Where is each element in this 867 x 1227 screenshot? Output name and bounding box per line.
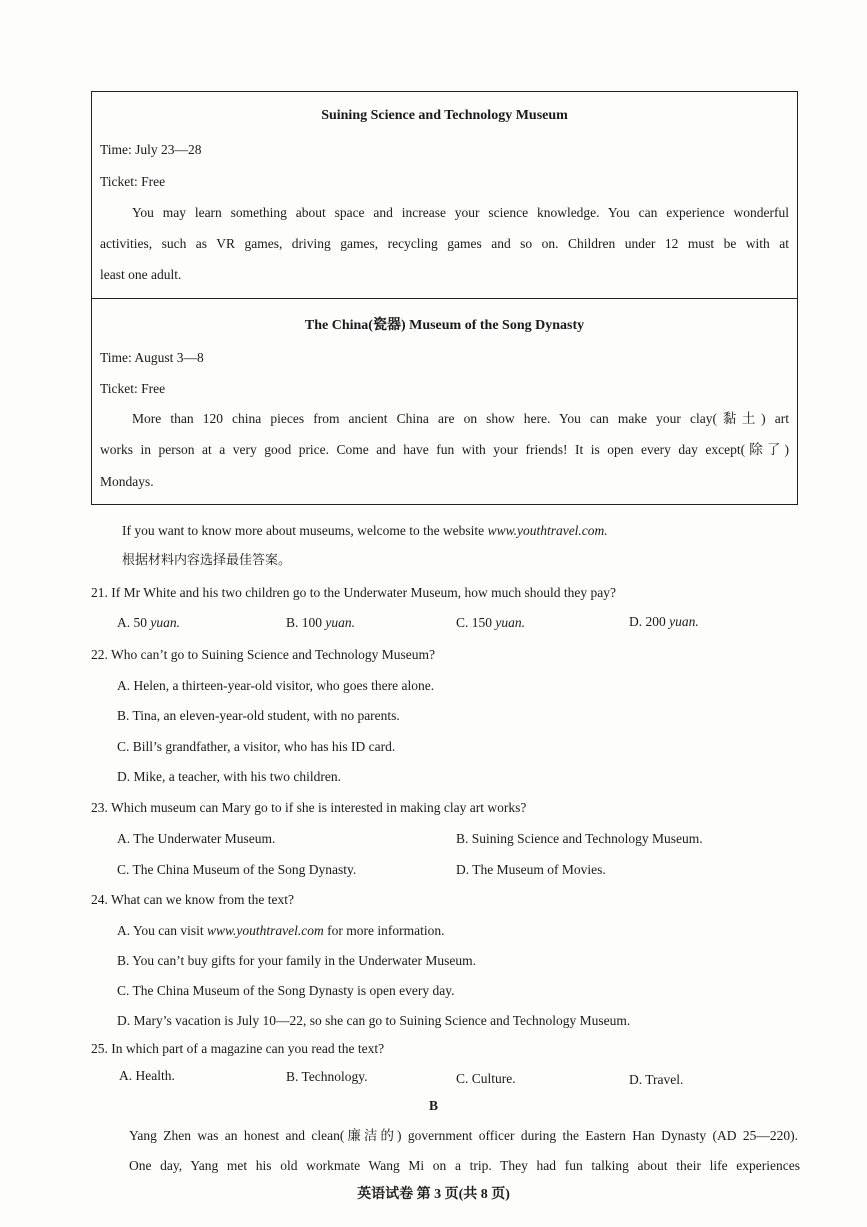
museum-desc-line: Mondays. [100, 474, 154, 489]
option-21b: B. 100 yuan. [286, 615, 356, 630]
option-22d: D. Mike, a teacher, with his two children. [117, 769, 342, 784]
website-note-text: If you want to know more about museums, welcome to the website [122, 523, 488, 538]
option-23b: B. Suining Science and Technology Museum. [456, 831, 703, 846]
museum-time: Time: August 3—8 [100, 350, 204, 365]
museum-ticket: Ticket: Free [100, 381, 166, 396]
museum-title: Suining Science and Technology Museum [321, 108, 568, 123]
museum-box-china [91, 298, 798, 505]
museum-desc-line: works in person at a very good price. Come and have fun with your friends! It is open every day except(除了) [100, 442, 789, 457]
option-24b: B. You can’t buy gifts for your family in the Underwater Museum. [117, 953, 476, 968]
website-link[interactable]: www.youthtravel.com. [487, 523, 608, 538]
option-22a: A. Helen, a thirteen-year-old visitor, who goes there alone. [117, 678, 435, 693]
museum-desc-line: More than 120 china pieces from ancient China are on show here. You can make your clay(黏土) art [132, 411, 789, 426]
option-21d: D. 200 yuan. [629, 614, 699, 629]
option-25b: B. Technology. [286, 1069, 368, 1084]
museum-desc-line: You may learn something about space and increase your science knowledge. You can experience wonderful [132, 205, 789, 220]
option-25d: D. Travel. [629, 1072, 684, 1087]
question-23: 23. Which museum can Mary go to if she is interested in making clay art works? [91, 800, 527, 815]
instruction: 根据材料内容选择最佳答案。 [122, 553, 292, 568]
option-25c: C. Culture. [456, 1071, 516, 1086]
option-24d: D. Mary’s vacation is July 10—22, so she can go to Suining Science and Technology Museum. [117, 1013, 631, 1028]
website-note [122, 523, 608, 539]
question-25: 25. In which part of a magazine can you read the text? [91, 1041, 385, 1056]
question-21: 21. If Mr White and his two children go to the Underwater Museum, how much should they pay? [91, 585, 617, 600]
option-22c: C. Bill’s grandfather, a visitor, who has his ID card. [117, 739, 396, 754]
museum-desc-line: least one adult. [100, 267, 182, 282]
museum-title: The China(瓷器) Museum of the Song Dynasty [304, 318, 585, 333]
option-22b: B. Tina, an eleven-year-old student, with no parents. [117, 708, 400, 723]
passage-b-line: Yang Zhen was an honest and clean(廉洁的) government officer during the Eastern Han Dynasty (AD 25—220). [129, 1128, 798, 1143]
option-23a: A. The Underwater Museum. [117, 831, 276, 846]
website-link[interactable]: www.youthtravel.com [207, 923, 324, 938]
option-25a: A. Health. [119, 1068, 175, 1083]
option-21a: A. 50 yuan. [117, 615, 180, 630]
option-23c: C. The China Museum of the Song Dynasty. [117, 862, 357, 877]
question-24: 24. What can we know from the text? [91, 892, 294, 907]
question-22: 22. Who can’t go to Suining Science and Technology Museum? [91, 647, 435, 662]
passage-b-line: One day, Yang met his old workmate Wang Mi on a trip. They had fun talking about their life experiences [129, 1158, 800, 1173]
museum-box-suining [91, 91, 798, 299]
page-footer: 英语试卷 第 3 页(共 8 页) [357, 1187, 510, 1202]
option-23d: D. The Museum of Movies. [456, 862, 606, 877]
museum-desc-line: activities, such as VR games, driving games, recycling games and so on. Children under 12 must be with at [100, 236, 789, 251]
option-24c: C. The China Museum of the Song Dynasty is open every day. [117, 983, 455, 998]
option-21c: C. 150 yuan. [456, 615, 526, 630]
option-24a: A. You can visit www.youthtravel.com for more information. [117, 923, 445, 938]
museum-time: Time: July 23—28 [100, 142, 202, 157]
section-b-label: B [428, 1098, 438, 1113]
museum-ticket: Ticket: Free [100, 174, 166, 189]
